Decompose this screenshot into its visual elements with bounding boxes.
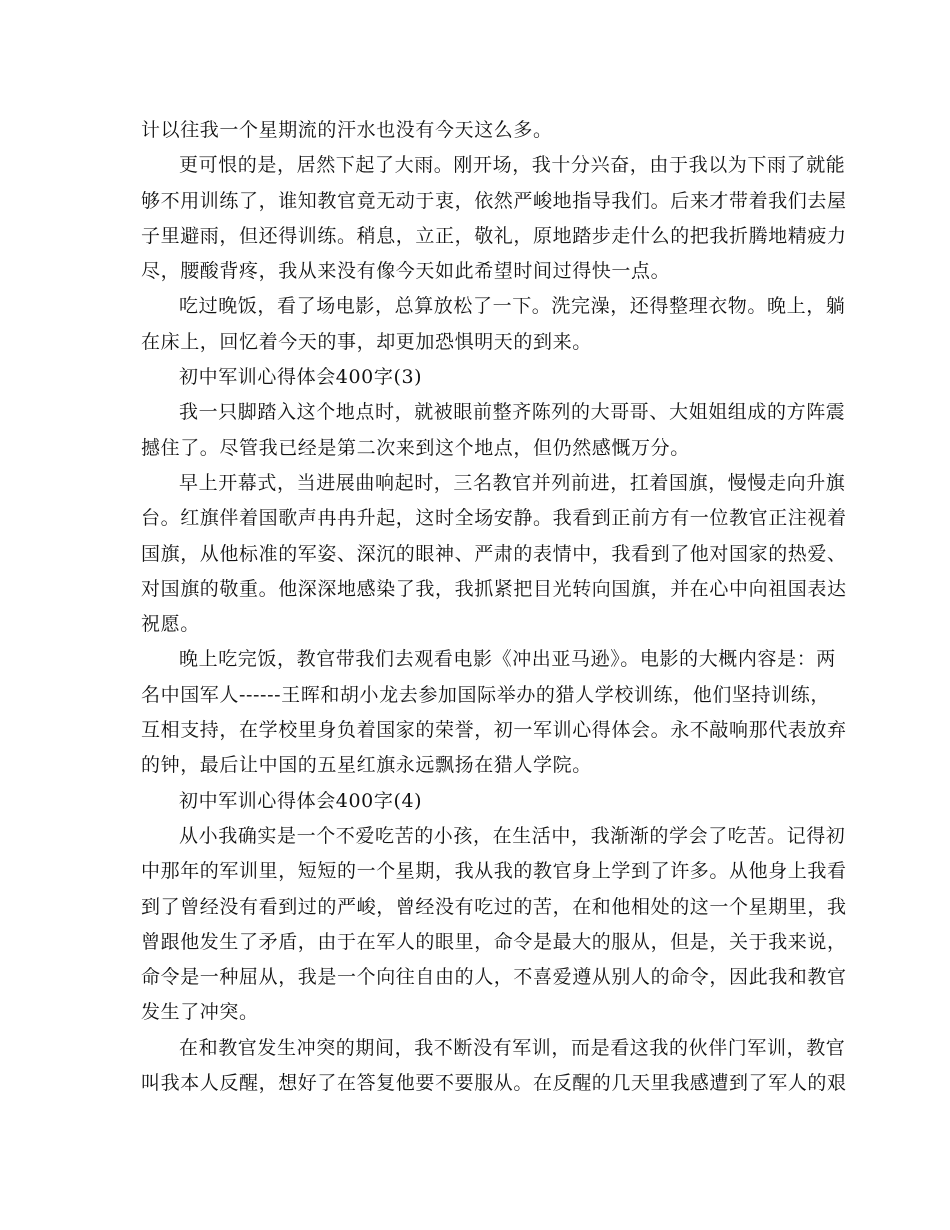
text-line: 子里避雨，但还得训练。稍息，立正，敬礼，原地踏步走什么的把我折腾地精疲力	[141, 224, 847, 247]
text-line: 到了曾经没有看到过的严峻，曾经没有吃过的苦，在和他相处的这一个星期里，我	[141, 895, 847, 918]
text-line: 发生了冲突。	[141, 1001, 259, 1024]
text-line: 国旗，从他标准的军姿、深沉的眼神、严肃的表情中，我看到了他对国家的热爱、	[141, 542, 847, 565]
text-line: 叫我本人反醒，想好了在答复他要不要服从。在反醒的几天里我感遭到了军人的艰	[141, 1072, 847, 1095]
text-line: 的钟，最后让中国的五星红旗永远飘扬在猎人学院。	[141, 754, 592, 777]
text-line: 从小我确实是一个不爱吃苦的小孩，在生活中，我渐渐的学会了吃苦。记得初	[179, 824, 846, 847]
text-line: 对国旗的敬重。他深深地感染了我，我抓紧把目光转向国旗，并在心中向祖国表达	[141, 577, 847, 600]
text-line: 早上开幕式，当进展曲响起时，三名教官并列前进，扛着国旗，慢慢走向升旗	[179, 471, 846, 494]
text-line: 命令是一种屈从，我是一个向往自由的人，不喜爱遵从别人的命令，因此我和教官	[141, 966, 847, 989]
text-line: 更可恨的是，居然下起了大雨。刚开场，我十分兴奋，由于我以为下雨了就能	[179, 154, 846, 177]
section-heading: 初中军训心得体会400字(4)	[179, 789, 423, 812]
text-line: 计以往我一个星期流的汗水也没有今天这么多。	[141, 119, 553, 141]
text-line: 台。红旗伴着国歌声冉冉升起，这时全场安静。我看到正前方有一位教官正注视着	[141, 507, 847, 530]
text-line: 撼住了。尽管我已经是第二次来到这个地点，但仍然感慨万分。	[141, 436, 690, 459]
section-heading: 初中军训心得体会400字(3)	[179, 366, 423, 389]
text-line: 在床上，回忆着今天的事，却更加恐惧明天的到来。	[141, 330, 592, 353]
text-line: 晚上吃完饭，教官带我们去观看电影《冲出亚马逊》。电影的大概内容是：两	[179, 648, 836, 671]
text-line: 互相支持，在学校里身负着国家的荣誉，初一军训心得体会。永不敲响那代表放弃	[141, 719, 847, 742]
text-line: 尽，腰酸背疼，我从来没有像今天如此希望时间过得快一点。	[141, 260, 671, 283]
text-line: 名中国军人------王晖和胡小龙去参加国际举办的猎人学校训练，他们坚持训练，	[141, 683, 830, 706]
text-line: 在和教官发生冲突的期间，我不断没有军训，而是看这我的伙伴门军训，教官	[179, 1036, 846, 1059]
document-body	[141, 113, 847, 1101]
text-line: 中那年的军训里，短短的一个星期，我从我的教官身上学到了许多。从他身上我看	[141, 860, 847, 883]
text-line: 我一只脚踏入这个地点时，就被眼前整齐陈列的大哥哥、大姐姐组成的方阵震	[179, 401, 846, 424]
text-line: 够不用训练了，谁知教官竟无动于衷，依然严峻地指导我们。后来才带着我们去屋	[141, 189, 847, 212]
text-line: 曾跟他发生了矛盾，由于在军人的眼里，命令是最大的服从，但是，关于我来说，	[141, 930, 847, 953]
text-line: 吃过晚饭，看了场电影，总算放松了一下。洗完澡，还得整理衣物。晚上，躺	[179, 295, 846, 318]
text-line: 祝愿。	[141, 613, 200, 636]
